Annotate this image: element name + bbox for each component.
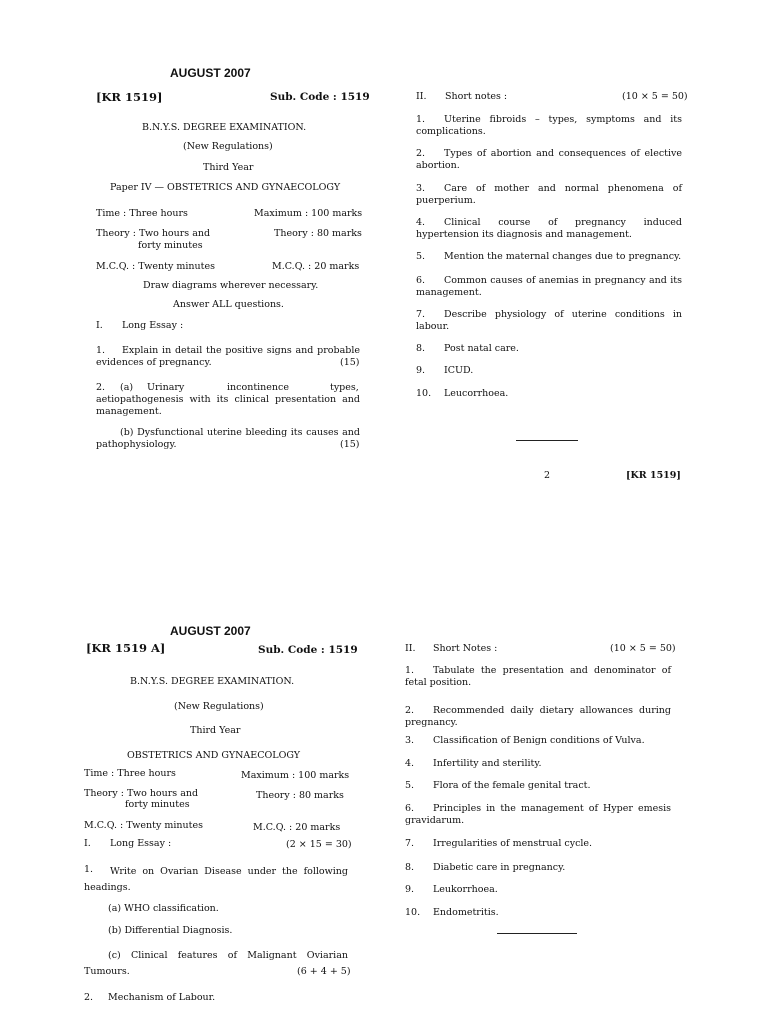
exam-code: [KR 1519] <box>96 90 163 104</box>
theory-duration: Theory : Two hours and <box>84 788 199 799</box>
question-number: 2. <box>84 992 94 1003</box>
short-note-number: 6. <box>416 275 426 286</box>
instruction-diagrams: Draw diagrams wherever necessary. <box>143 280 319 291</box>
degree-title: B.N.Y.S. DEGREE EXAMINATION. <box>130 676 295 687</box>
year: Third Year <box>203 162 254 173</box>
short-note-text: Clinical course of pregnancy induced hypertension its diagnosis and management. <box>416 217 682 240</box>
short-note-number: 5. <box>416 251 426 262</box>
short-note-text: Principles in the management of Hyper emesis gravidarum. <box>405 803 671 826</box>
question-part-label: (a) <box>120 382 134 393</box>
paper-title: OBSTETRICS AND GYNAECOLOGY <box>127 750 301 761</box>
short-note-text: Tabulate the presentation and denominator of fetal position. <box>405 665 671 688</box>
section-marks: (10 × 5 = 50) <box>622 91 688 102</box>
theory-marks: Theory : 80 marks <box>256 790 344 801</box>
mcq-marks: M.C.Q. : 20 marks <box>253 822 341 833</box>
exam-page-2 <box>0 512 768 1024</box>
question-marks: (15) <box>340 439 360 450</box>
short-note-text: Mention the maternal changes due to pregnancy. <box>444 251 682 262</box>
exam-month: AUGUST 2007 <box>170 624 251 638</box>
short-note-text: Post natal care. <box>444 343 519 354</box>
mcq-duration: M.C.Q. : Twenty minutes <box>96 261 215 272</box>
page-number: 2 <box>544 470 551 481</box>
question-marks: (6 + 4 + 5) <box>297 966 351 977</box>
section-number: II. <box>405 643 416 654</box>
short-note-text: Classification of Benign conditions of Vulva. <box>433 735 645 746</box>
question-part: (b) Differential Diagnosis. <box>108 925 233 936</box>
short-note-text: Leucorrhoea. <box>444 388 509 399</box>
sub-code: Sub. Code : 1519 <box>270 91 370 103</box>
short-note-text: Care of mother and normal phenomena of puerperium. <box>416 183 682 206</box>
question-number: 1. <box>96 345 106 356</box>
short-note-number: 7. <box>416 309 426 320</box>
question-word: incontinence <box>227 382 289 393</box>
short-note-number: 4. <box>416 217 426 228</box>
question-marks: (15) <box>340 357 360 368</box>
section-number: I. <box>84 838 91 849</box>
short-note-number: 6. <box>405 803 415 814</box>
short-note-text: Describe physiology of uterine conditions in labour. <box>416 309 682 332</box>
short-note-number: 2. <box>405 705 415 716</box>
question-word: Urinary <box>147 382 185 393</box>
short-note-number: 10. <box>416 388 432 399</box>
short-note-number: 10. <box>405 907 421 918</box>
question-text: Write on Ovarian Disease under the following headings. <box>84 866 348 893</box>
section-title: Short Notes : <box>433 643 498 654</box>
short-note-text: Infertility and sterility. <box>433 758 542 769</box>
short-note-number: 2. <box>416 148 426 159</box>
short-note-number: 7. <box>405 838 415 849</box>
degree-title: B.N.Y.S. DEGREE EXAMINATION. <box>142 122 307 133</box>
short-note-text: Uterine fibroids – types, symptoms and its complications. <box>416 114 682 137</box>
short-note-text: Diabetic care in pregnancy. <box>433 862 566 873</box>
time-label: Time : Three hours <box>96 208 188 219</box>
short-note-text: Recommended daily dietary allowances during pregnancy. <box>405 705 671 728</box>
theory-marks: Theory : 80 marks <box>274 228 362 239</box>
exam-code: [KR 1519 A] <box>86 641 166 655</box>
question-word: types, <box>330 382 359 393</box>
section-marks: (10 × 5 = 50) <box>610 643 676 654</box>
time-label: Time : Three hours <box>84 768 176 779</box>
section-number: I. <box>96 320 103 331</box>
short-note-text: Flora of the female genital tract. <box>433 780 591 791</box>
footer-code: [KR 1519] <box>626 470 681 481</box>
section-title: Short notes : <box>445 91 508 102</box>
short-note-number: 1. <box>416 114 426 125</box>
short-note-number: 1. <box>405 665 415 676</box>
theory-duration-cont: forty minutes <box>125 799 190 810</box>
short-note-number: 9. <box>405 884 415 895</box>
sub-code: Sub. Code : 1519 <box>258 644 358 656</box>
question-part: (c) Clinical features of Malignant Oviarian Tumours. <box>84 950 348 977</box>
question-text: aetiopathogenesis with its clinical presentation and management. <box>96 394 360 417</box>
section-marks: (2 × 15 = 30) <box>286 839 352 850</box>
section-title: Long Essay : <box>110 838 172 849</box>
regulations: (New Regulations) <box>183 141 273 152</box>
section-number: II. <box>416 91 427 102</box>
mcq-duration: M.C.Q. : Twenty minutes <box>84 820 203 831</box>
short-note-number: 9. <box>416 365 426 376</box>
divider <box>497 933 577 934</box>
max-marks: Maximum : 100 marks <box>254 208 363 219</box>
instruction-answer-all: Answer ALL questions. <box>173 299 284 310</box>
short-note-text: Endometritis. <box>433 907 499 918</box>
question-text: (b) Dysfunctional uterine bleeding its causes and pathophysiology. <box>96 427 360 450</box>
question-part: (a) WHO classification. <box>108 903 219 914</box>
short-note-number: 4. <box>405 758 415 769</box>
exam-month: AUGUST 2007 <box>170 66 251 80</box>
short-note-number: 8. <box>416 343 426 354</box>
theory-duration: Theory : Two hours and <box>96 228 211 239</box>
paper-title: Paper IV — OBSTETRICS AND GYNAECOLOGY <box>110 182 341 193</box>
question-text: Mechanism of Labour. <box>108 992 216 1003</box>
mcq-marks: M.C.Q. : 20 marks <box>272 261 360 272</box>
question-number: 2. <box>96 382 106 393</box>
question-number: 1. <box>84 864 94 875</box>
short-note-text: Types of abortion and consequences of elective abortion. <box>416 148 682 171</box>
regulations: (New Regulations) <box>174 701 264 712</box>
short-note-text: Leukorrhoea. <box>433 884 498 895</box>
short-note-number: 3. <box>405 735 415 746</box>
question-text: Explain in detail the positive signs and probable evidences of pregnancy. <box>96 345 360 368</box>
short-note-number: 3. <box>416 183 426 194</box>
max-marks: Maximum : 100 marks <box>241 770 350 781</box>
year: Third Year <box>190 725 241 736</box>
short-note-text: ICUD. <box>444 365 474 376</box>
short-note-text: Irregularities of menstrual cycle. <box>433 838 593 849</box>
divider <box>516 440 578 441</box>
short-note-number: 8. <box>405 862 415 873</box>
short-note-number: 5. <box>405 780 415 791</box>
section-title: Long Essay : <box>122 320 184 331</box>
short-note-text: Common causes of anemias in pregnancy and its management. <box>416 275 682 298</box>
theory-duration-cont: forty minutes <box>138 240 203 251</box>
